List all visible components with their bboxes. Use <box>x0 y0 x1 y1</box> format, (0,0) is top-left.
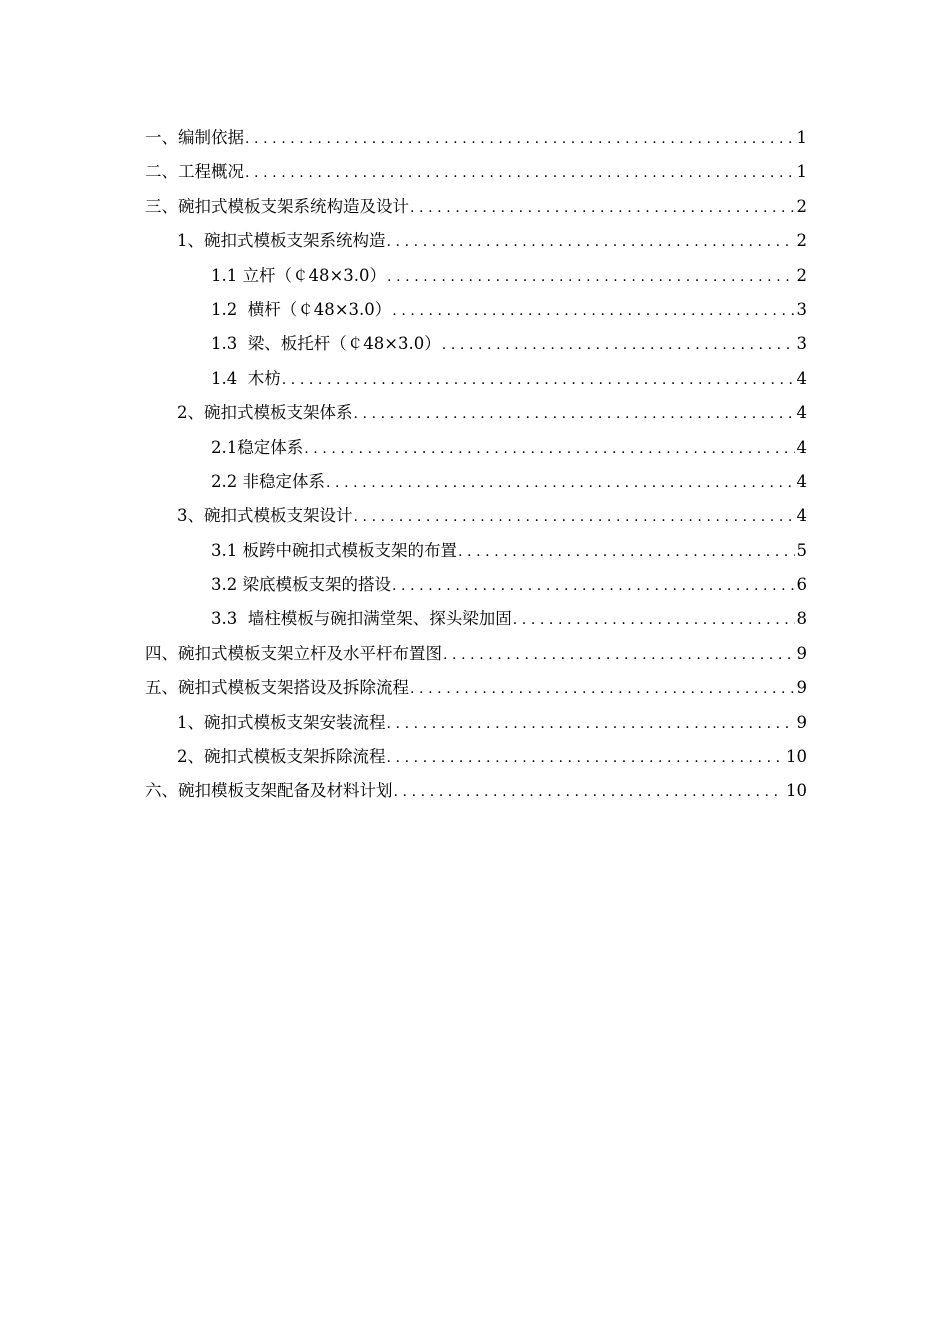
toc-dot-leader <box>354 500 795 534</box>
toc-entry-title: 2.2 非稳定体系 <box>211 471 325 491</box>
toc-page-number: 2 <box>796 196 807 216</box>
toc-dot-leader <box>282 363 795 397</box>
table-of-contents <box>145 121 807 809</box>
toc-dot-leader <box>245 122 795 156</box>
toc-dot-leader <box>458 535 795 569</box>
toc-entry-title: 1.2 横杆（￠48×3.0） <box>211 299 392 319</box>
toc-entry-6[interactable] <box>145 293 807 327</box>
toc-entry-16[interactable] <box>145 637 807 671</box>
toc-entry-19[interactable] <box>145 740 807 774</box>
toc-entry-title: 3.1 板跨中碗扣式模板支架的布置 <box>211 540 457 560</box>
toc-dot-leader <box>245 156 795 190</box>
toc-dot-leader <box>392 569 795 603</box>
toc-entry-1[interactable] <box>145 121 807 155</box>
toc-entry-7[interactable] <box>145 327 807 361</box>
toc-entry-title: 1.3 梁、板托杆（￠48×3.0） <box>211 334 441 354</box>
toc-entry-title: 四、碗扣式模板支架立杆及水平杆布置图 <box>145 643 442 663</box>
toc-page-number: 4 <box>796 368 807 388</box>
toc-entry-14[interactable] <box>145 568 807 602</box>
toc-page-number: 10 <box>786 781 807 801</box>
toc-entry-10[interactable] <box>145 431 807 465</box>
toc-dot-leader <box>410 672 795 706</box>
toc-dot-leader <box>442 328 795 362</box>
toc-entry-20[interactable] <box>145 774 807 808</box>
toc-entry-11[interactable] <box>145 465 807 499</box>
toc-entry-title: 3.3 墙柱模板与碗扣满堂架、探头梁加固 <box>211 609 512 629</box>
toc-page-number: 2 <box>796 231 807 251</box>
toc-entry-title: 3.2 梁底模板支架的搭设 <box>211 575 391 595</box>
toc-entry-18[interactable] <box>145 706 807 740</box>
toc-entry-title: 1.4 木枋 <box>211 368 281 388</box>
toc-page-number: 1 <box>796 128 807 147</box>
toc-entry-title: 1、碗扣式模板支架系统构造 <box>177 231 386 251</box>
toc-page-number: 9 <box>796 712 807 732</box>
toc-page-number: 8 <box>796 609 807 629</box>
toc-page-number: 1 <box>796 162 807 182</box>
toc-entry-title: 一、编制依据 <box>145 128 244 147</box>
toc-page-number: 9 <box>796 678 807 698</box>
toc-entry-title: 2、碗扣式模板支架拆除流程 <box>177 747 386 767</box>
toc-dot-leader <box>387 225 795 259</box>
toc-dot-leader <box>394 775 785 809</box>
toc-entry-9[interactable] <box>145 396 807 430</box>
toc-page-number: 9 <box>796 643 807 663</box>
toc-dot-leader <box>354 397 795 431</box>
toc-page-number: 10 <box>786 747 807 767</box>
toc-entry-15[interactable] <box>145 602 807 636</box>
toc-page-number: 3 <box>796 334 807 354</box>
toc-entry-8[interactable] <box>145 362 807 396</box>
toc-entry-12[interactable] <box>145 499 807 533</box>
toc-dot-leader <box>387 707 795 741</box>
toc-page-number: 4 <box>796 437 807 457</box>
toc-entry-4[interactable] <box>145 224 807 258</box>
toc-dot-leader <box>304 432 794 466</box>
toc-page-number: 3 <box>796 299 807 319</box>
toc-entry-title: 2.1稳定体系 <box>211 437 304 457</box>
toc-entry-title: 1、碗扣式模板支架安装流程 <box>177 712 386 732</box>
toc-entry-title: 三、碗扣式模板支架系统构造及设计 <box>145 196 409 216</box>
toc-dot-leader <box>513 603 795 637</box>
toc-entry-title: 六、碗扣模板支架配备及材料计划 <box>145 781 393 801</box>
toc-entry-17[interactable] <box>145 671 807 705</box>
toc-page-number: 4 <box>796 471 807 491</box>
toc-entry-title: 3、碗扣式模板支架设计 <box>177 506 353 526</box>
toc-entry-5[interactable] <box>145 259 807 293</box>
toc-entry-2[interactable] <box>145 155 807 189</box>
toc-entry-title: 2、碗扣式模板支架体系 <box>177 403 353 423</box>
toc-entry-title: 五、碗扣式模板支架搭设及拆除流程 <box>145 678 409 698</box>
toc-page-number: 4 <box>796 506 807 526</box>
toc-entry-3[interactable] <box>145 190 807 224</box>
toc-dot-leader <box>392 294 794 328</box>
toc-dot-leader <box>443 638 795 672</box>
toc-dot-leader <box>387 260 794 294</box>
toc-dot-leader <box>410 191 795 225</box>
toc-page-number: 6 <box>796 575 807 595</box>
toc-page-number: 5 <box>796 540 807 560</box>
toc-page-number: 2 <box>796 265 807 285</box>
toc-entry-title: 1.1 立杆（￠48×3.0） <box>211 265 387 285</box>
toc-dot-leader <box>387 741 785 775</box>
toc-entry-13[interactable] <box>145 534 807 568</box>
toc-page-number: 4 <box>796 403 807 423</box>
toc-entry-title: 二、工程概况 <box>145 162 244 182</box>
toc-dot-leader <box>326 466 795 500</box>
